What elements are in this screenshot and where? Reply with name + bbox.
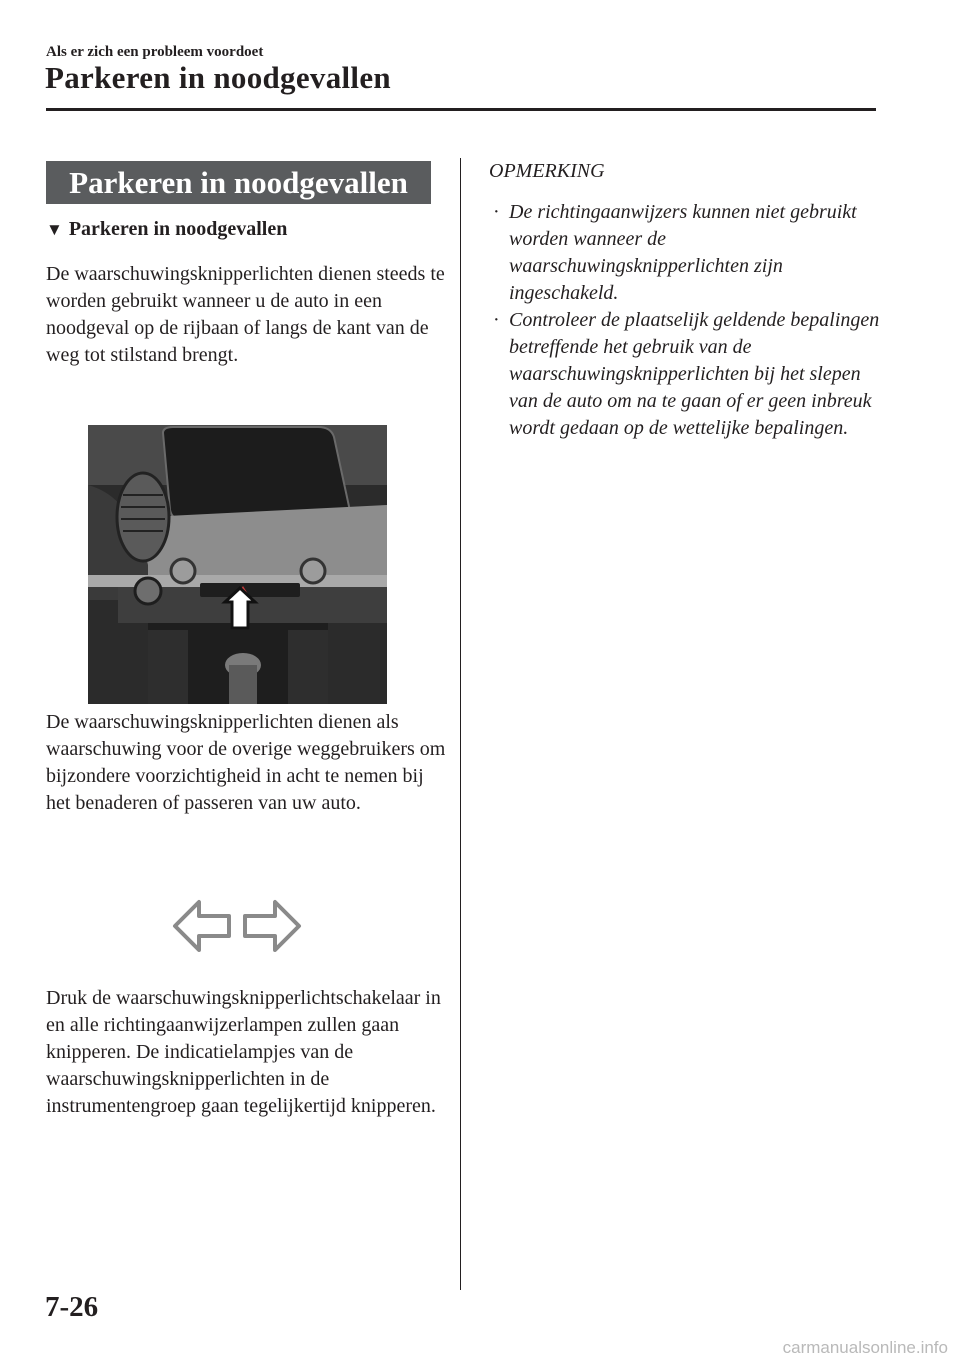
bullet-icon: · xyxy=(493,309,500,331)
note-item xyxy=(489,199,889,307)
dashboard-photo xyxy=(88,425,387,704)
page-number: 7-26 xyxy=(45,1291,99,1323)
note-item xyxy=(489,307,889,442)
watermark: carmanualsonline.info xyxy=(782,1338,948,1357)
bullet-icon: · xyxy=(493,201,500,223)
note-list xyxy=(489,199,889,442)
note-item-text: De richtingaanwijzers kunnen niet gebruikt worden wanneer de waarschuwingsknipperlichten zijn ingeschakeld. xyxy=(509,201,857,304)
triangle-down-icon: ▼ xyxy=(46,219,63,239)
paragraph-warning: De waarschuwingsknipperlichten dienen als waarschuwing voor de overige weggebruikers om bijzondere voorzichtigheid in acht te nemen bij het benaderen of passeren van uw auto. xyxy=(46,711,446,814)
paragraph-instruction: Druk de waarschuwingsknipperlichtschakelaar in en alle richtingaanwijzerlampen zullen gaan knipperen. De indicatielampjes van de waarschuwingsknipperlichten in de instrumentengroep gaan tegelijkertijd knipperen. xyxy=(46,987,441,1117)
page-title: Parkeren in noodgevallen xyxy=(45,60,391,95)
turn-signal-arrows-icon xyxy=(172,896,302,956)
section-banner: Parkeren in noodgevallen xyxy=(46,161,431,204)
subheading xyxy=(46,218,287,241)
note-title: OPMERKING xyxy=(489,160,605,182)
subheading-text: Parkeren in noodgevallen xyxy=(68,218,288,240)
header-rule xyxy=(46,108,876,111)
column-divider xyxy=(460,158,461,1290)
paragraph-intro: De waarschuwingsknipperlichten dienen steeds te worden gebruikt wanneer u de auto in een noodgeval op de rijbaan of langs de kant van de weg tot stilstand brengt. xyxy=(46,263,445,366)
breadcrumb: Als er zich een probleem voordoet xyxy=(46,44,264,60)
note-item-text: Controleer de plaatselijk geldende bepalingen betreffende het gebruik van de waarschuwingsknipperlichten bij het slepen van de auto om na te gaan of er geen inbreuk wordt gedaan op de wettelijke bepalingen. xyxy=(509,309,880,439)
